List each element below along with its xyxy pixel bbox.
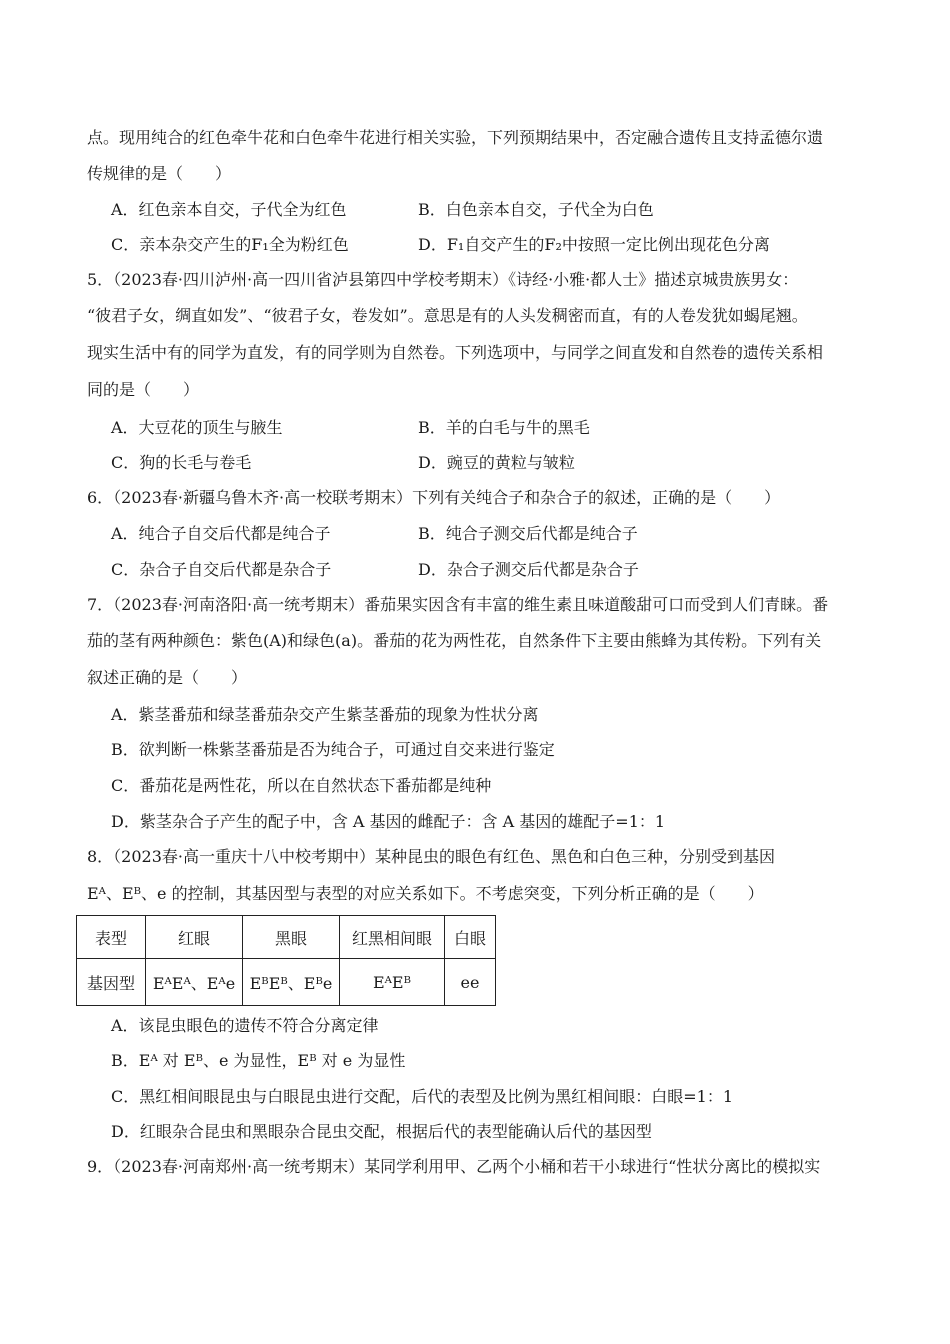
q7-option-c: C．番茄花是两性花，所以在自然状态下番茄都是纯种 (111, 776, 492, 795)
table-header-cell: 白眼 (445, 916, 496, 959)
q5-option-a: A．大豆花的顶生与腋生 (111, 418, 283, 437)
q8-stem-line1: 8．（2023春·高一重庆十八中校考期中）某种昆虫的眼色有红色、黑色和白色三种，分别受到基因 (87, 847, 775, 866)
table-cell: EᴮEᴮ、Eᴮe (243, 959, 340, 1006)
q6-option-c: C．杂合子自交后代都是杂合子 (111, 560, 332, 579)
q4-option-d: D．F₁自交产生的F₂中按照一定比例出现花色分离 (418, 235, 770, 254)
genotype-phenotype-table (76, 915, 496, 1006)
q5-stem-line3: 现实生活中有的同学为直发，有的同学则为自然卷。下列选项中，与同学之间直发和自然卷的遗传关系相 (87, 343, 824, 362)
table-cell: ee (445, 959, 496, 1006)
q5-option-b: B．羊的白毛与牛的黑毛 (418, 418, 590, 437)
q8-option-d: D．红眼杂合昆虫和黑眼杂合昆虫交配，根据后代的表型能确认后代的基因型 (111, 1122, 652, 1141)
q7-option-b: B．欲判断一株紫茎番茄是否为纯合子，可通过自交来进行鉴定 (111, 740, 555, 759)
q6-stem-line1: 6．（2023春·新疆乌鲁木齐·高一校联考期末）下列有关纯合子和杂合子的叙述，正确的是（ ） (87, 488, 781, 507)
table-header-row (77, 916, 496, 959)
q4-stem-line2: 传规律的是（ ） (87, 164, 232, 183)
q7-stem-line2: 茄的茎有两种颜色：紫色(A)和绿色(a)。番茄的花为两性花，自然条件下主要由熊蜂为其传粉。下列有关 (87, 631, 822, 650)
table-header-cell: 红黑相间眼 (340, 916, 445, 959)
q4-option-a: A．红色亲本自交，子代全为红色 (111, 200, 347, 219)
table-header-cell: 表型 (77, 916, 146, 959)
q5-stem-line2: “彼君子女，绸直如发”、“彼君子女，卷发如”。意思是有的人头发稠密而直，有的人卷发犹如蝎尾翘。 (87, 306, 808, 325)
table-header-cell: 黑眼 (243, 916, 340, 959)
q7-stem-line1: 7．（2023春·河南洛阳·高一统考期末）番茄果实因含有丰富的维生素且味道酸甜可口而受到人们青睐。番 (87, 595, 829, 614)
q8-option-b: B．Eᴬ 对 Eᴮ、e 为显性，Eᴮ 对 e 为显性 (111, 1051, 406, 1070)
q4-option-b: B．白色亲本自交，子代全为白色 (418, 200, 654, 219)
q5-stem-line4: 同的是（ ） (87, 380, 200, 399)
table-cell: EᴬEᴬ、Eᴬe (146, 959, 243, 1006)
q6-option-a: A．纯合子自交后代都是纯合子 (111, 524, 331, 543)
table-header-cell: 红眼 (146, 916, 243, 959)
q5-stem-line1: 5．（2023春·四川泸州·高一四川省泸县第四中学校考期末）《诗经·小雅·都人士》描述京城贵族男女： (87, 270, 799, 289)
q4-stem-line1: 点。现用纯合的红色牵牛花和白色牵牛花进行相关实验，下列预期结果中，否定融合遗传且支持孟德尔遗 (87, 128, 824, 147)
q5-option-d: D．豌豆的黄粒与皱粒 (418, 453, 575, 472)
q8-option-c: C．黑红相间眼昆虫与白眼昆虫进行交配，后代的表型及比例为黑红相间眼：白眼=1：1 (111, 1087, 734, 1106)
q7-option-d: D．紫茎杂合子产生的配子中，含 A 基因的雌配子：含 A 基因的雄配子=1：1 (111, 812, 666, 831)
table-cell: EᴬEᴮ (340, 959, 445, 1006)
q7-stem-line3: 叙述正确的是（ ） (87, 668, 248, 687)
q8-stem-line2: Eᴬ、Eᴮ、e 的控制，其基因型与表型的对应关系如下。不考虑突变，下列分析正确的是（ ） (87, 884, 764, 903)
q6-option-b: B．纯合子测交后代都是纯合子 (418, 524, 638, 543)
q6-option-d: D．杂合子测交后代都是杂合子 (418, 560, 639, 579)
table-row-label: 基因型 (77, 959, 146, 1006)
q4-option-c: C．亲本杂交产生的F₁全为粉红色 (111, 235, 349, 254)
q9-stem-line1: 9．（2023春·河南郑州·高一统考期末）某同学利用甲、乙两个小桶和若干小球进行“性状分离比的模拟实 (87, 1157, 821, 1176)
q5-option-c: C．狗的长毛与卷毛 (111, 453, 252, 472)
table-row (77, 959, 496, 1006)
q7-option-a: A．紫茎番茄和绿茎番茄杂交产生紫茎番茄的现象为性状分离 (111, 705, 539, 724)
q8-option-a: A．该昆虫眼色的遗传不符合分离定律 (111, 1016, 379, 1035)
